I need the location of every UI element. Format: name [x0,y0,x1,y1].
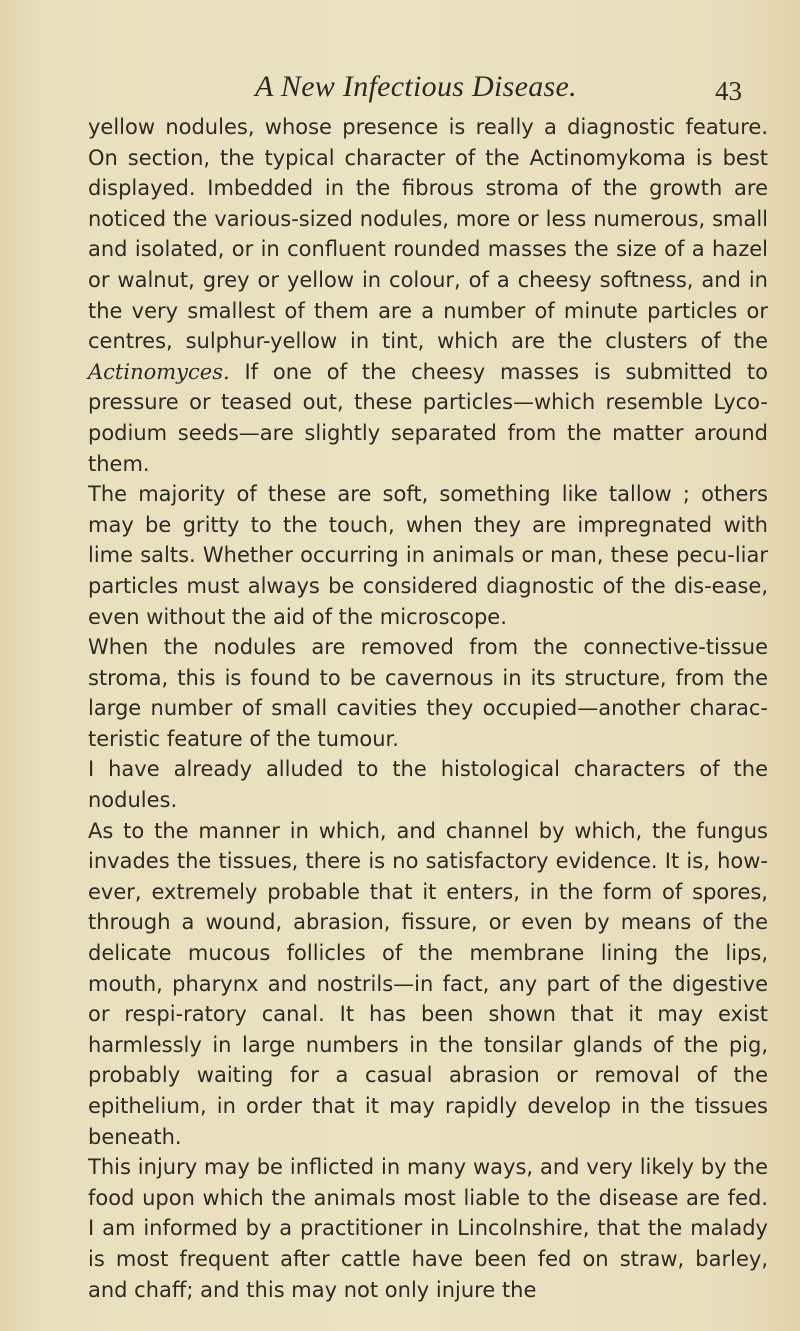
running-title: A New Infectious Disease. [255,70,577,103]
paragraph-5: As to the manner in which, and channel by which, the fungus invades the tissues, there is no satisfactory evidence. It is, how-ever, extremely probable that it enters, in the form of spores, through a wound, abrasion, fissure, or even by means of the delicate mucous follicles of the membrane lining the lips, mouth, pharynx and nostrils—in fact, any part of the digestive or respi-ratory canal. It has been shown that it may exist harmlessly in large numbers in the tonsilar glands of the pig, probably waiting for a casual abrasion or removal of the epithelium, in order that it may rapidly develop in the tissues beneath. [88,818,768,1149]
paragraph-1-text-cont: If one of the cheesy masses is submitted to pressure or teased out, these particles—which resemble Lyco-podium seeds—are slightly separated from the matter around them. [88,359,768,476]
paragraph-4: I have already alluded to the histological characters of the nodules. [88,757,768,813]
page-header [0,70,800,110]
paragraph-1 [88,112,768,479]
page-number: 43 [715,76,742,106]
italic-term: Actinomyces. [88,359,230,384]
body-text [88,112,768,1305]
paragraph-2: The majority of these are soft, something like tallow ; others may be gritty to the touch, when they are impregnated with lime salts. Whether occurring in animals or man, these pecu-liar particles must always be considered diagnostic of the dis-ease, even without the aid of the microscope. [88,482,768,629]
paragraph-6: This injury may be inflicted in many ways, and very likely by the food upon which the animals most liable to the disease are fed. I am informed by a practitioner in Lincolnshire, that the malady is most frequent after cattle have been fed on straw, barley, and chaff; and this may not only injure the [88,1155,768,1302]
paragraph-3: When the nodules are removed from the connective-tissue stroma, this is found to be cavernous in its structure, from the large number of small cavities they occupied—another charac-teristic feature of the tumour. [88,635,768,751]
paragraph-1-text: yellow nodules, whose presence is really a diagnostic feature. On section, the typical character of the Actinomykoma is best displayed. Imbedded in the fibrous stroma of the growth are noticed the various-sized nodules, more or less numerous, small and isolated, or in confluent rounded masses the size of a hazel or walnut, grey or yellow in colour, of a cheesy softness, and in the very smallest of them are a number of minute particles or centres, sulphur-yellow in tint, which are the clusters of the [88,115,768,354]
